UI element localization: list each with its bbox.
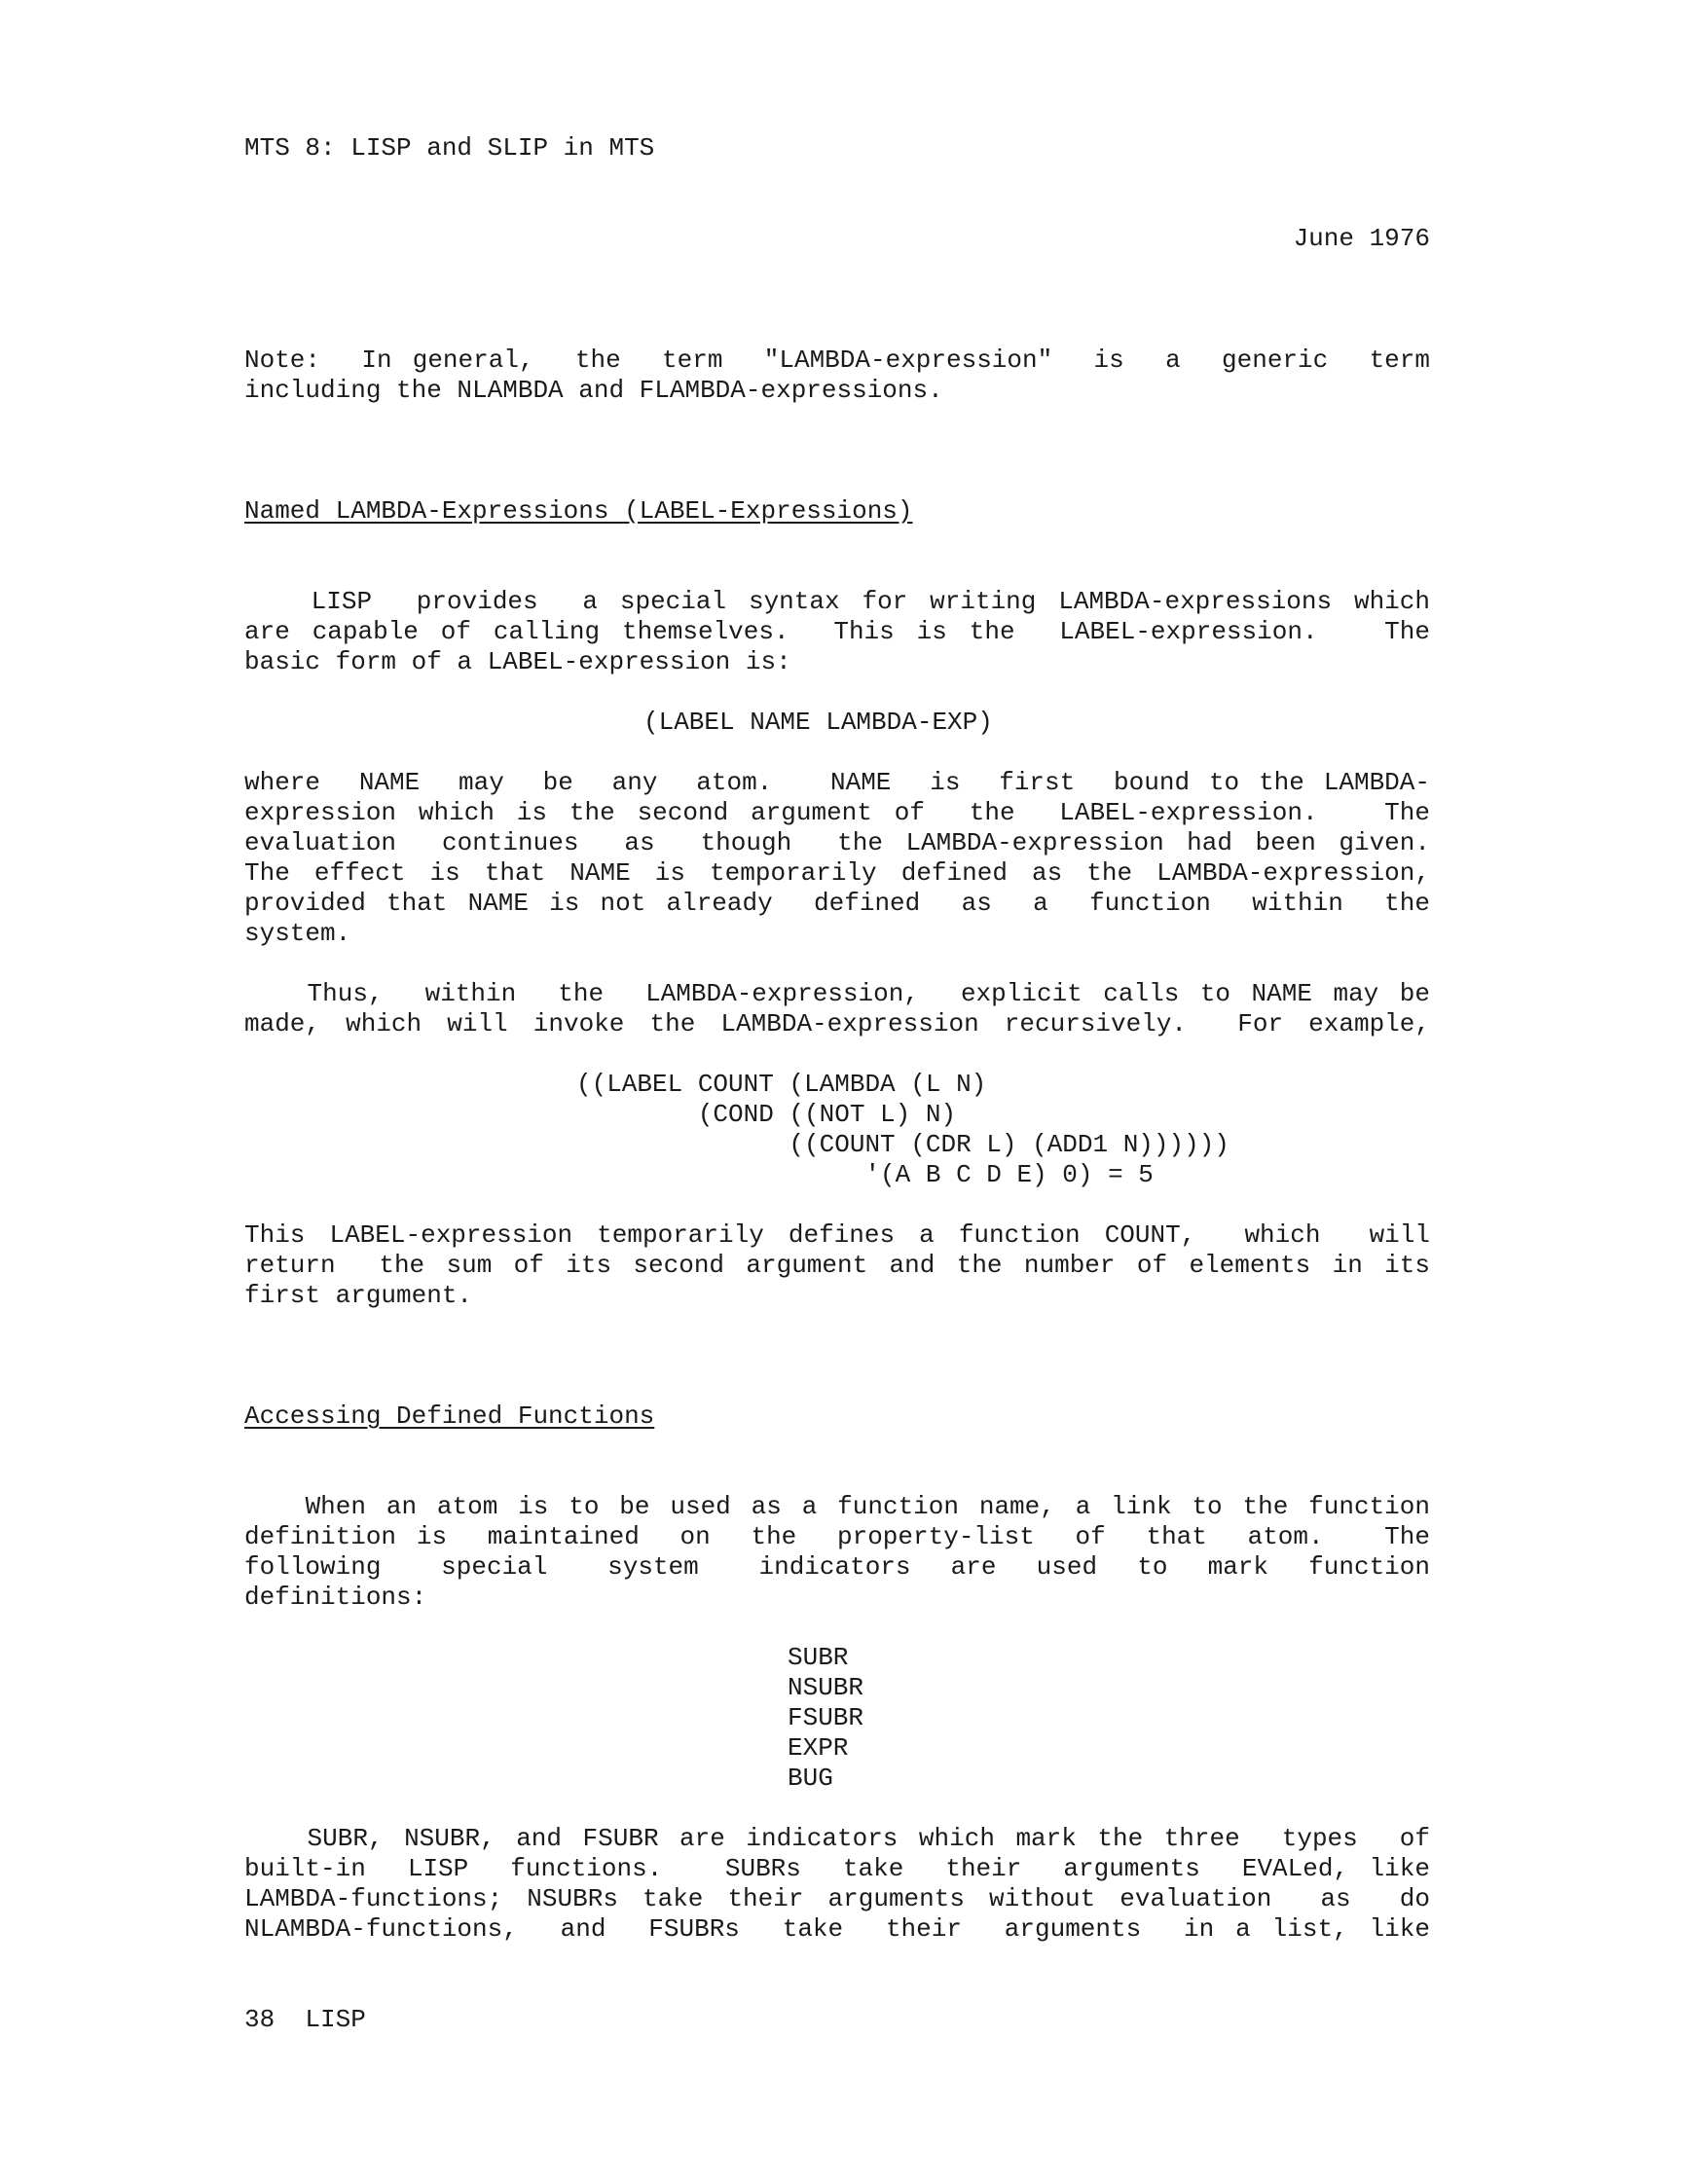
body-line: evaluation continues as though the LAMBDA-expression had been given. xyxy=(244,828,1430,857)
body-line: following special system indicators are used to mark function xyxy=(244,1552,1430,1582)
body-line: expression which is the second argument of the LABEL-expression. The xyxy=(244,798,1430,827)
section-heading-accessing-defined-functions: Accessing Defined Functions xyxy=(244,1401,655,1431)
code-example-line: ((COUNT (CDR L) (ADD1 N)))))) xyxy=(576,1130,1229,1159)
body-line: are capable of calling themselves. This is the LABEL-expression. The xyxy=(244,617,1430,646)
indicator-list-item: SUBR xyxy=(788,1643,849,1672)
body-line: LISP provides a special syntax for writing LAMBDA-expressions which xyxy=(244,587,1430,616)
running-header: MTS 8: LISP and SLIP in MTS xyxy=(244,133,655,163)
page-footer: 38 LISP xyxy=(244,2005,366,2034)
code-example-line: '(A B C D E) 0) = 5 xyxy=(576,1160,1154,1189)
body-line: provided that NAME is not already defined as a function within the xyxy=(244,889,1430,918)
indicator-list-item: EXPR xyxy=(788,1733,849,1763)
body-line: first argument. xyxy=(244,1281,473,1310)
body-line: NLAMBDA-functions, and FSUBRs take their arguments in a list, like xyxy=(244,1914,1430,1944)
body-line: built-in LISP functions. SUBRs take their arguments EVALed, like xyxy=(244,1854,1430,1883)
code-example-line: (COND ((NOT L) N) xyxy=(576,1100,957,1129)
section-heading-label-expressions: Named LAMBDA-Expressions (LABEL-Expressions) xyxy=(244,496,913,526)
header-date: June 1976 xyxy=(1293,224,1430,253)
indicator-list-item: FSUBR xyxy=(788,1703,864,1732)
body-line: This LABEL-expression temporarily defines a function COUNT, which will xyxy=(244,1220,1430,1250)
indicator-list-item: BUG xyxy=(788,1764,833,1793)
label-form-code: (LABEL NAME LAMBDA-EXP) xyxy=(643,708,993,737)
body-line: where NAME may be any atom. NAME is first bound to the LAMBDA- xyxy=(244,768,1430,797)
body-line: Thus, within the LAMBDA-expression, explicit calls to NAME may be xyxy=(244,979,1430,1008)
note-line-1: Note: In general, the term "LAMBDA-expression" is a generic term xyxy=(244,346,1430,375)
body-line: LAMBDA-functions; NSUBRs take their arguments without evaluation as do xyxy=(244,1884,1430,1913)
body-line: definitions: xyxy=(244,1583,427,1612)
code-example-line: ((LABEL COUNT (LAMBDA (L N) xyxy=(576,1070,987,1099)
note-line-2: including the NLAMBDA and FLAMBDA-expressions. xyxy=(244,376,943,405)
body-line: made, which will invoke the LAMBDA-expression recursively. For example, xyxy=(244,1009,1430,1038)
body-line: SUBR, NSUBR, and FSUBR are indicators which mark the three types of xyxy=(244,1824,1430,1853)
body-line: The effect is that NAME is temporarily defined as the LAMBDA-expression, xyxy=(244,858,1430,888)
indicator-list-item: NSUBR xyxy=(788,1673,864,1702)
body-line: definition is maintained on the property-list of that atom. The xyxy=(244,1522,1430,1551)
body-line: return the sum of its second argument and the number of elements in its xyxy=(244,1251,1430,1280)
body-line: basic form of a LABEL-expression is: xyxy=(244,647,791,676)
body-line: When an atom is to be used as a function name, a link to the function xyxy=(244,1492,1430,1521)
body-line: system. xyxy=(244,919,351,948)
